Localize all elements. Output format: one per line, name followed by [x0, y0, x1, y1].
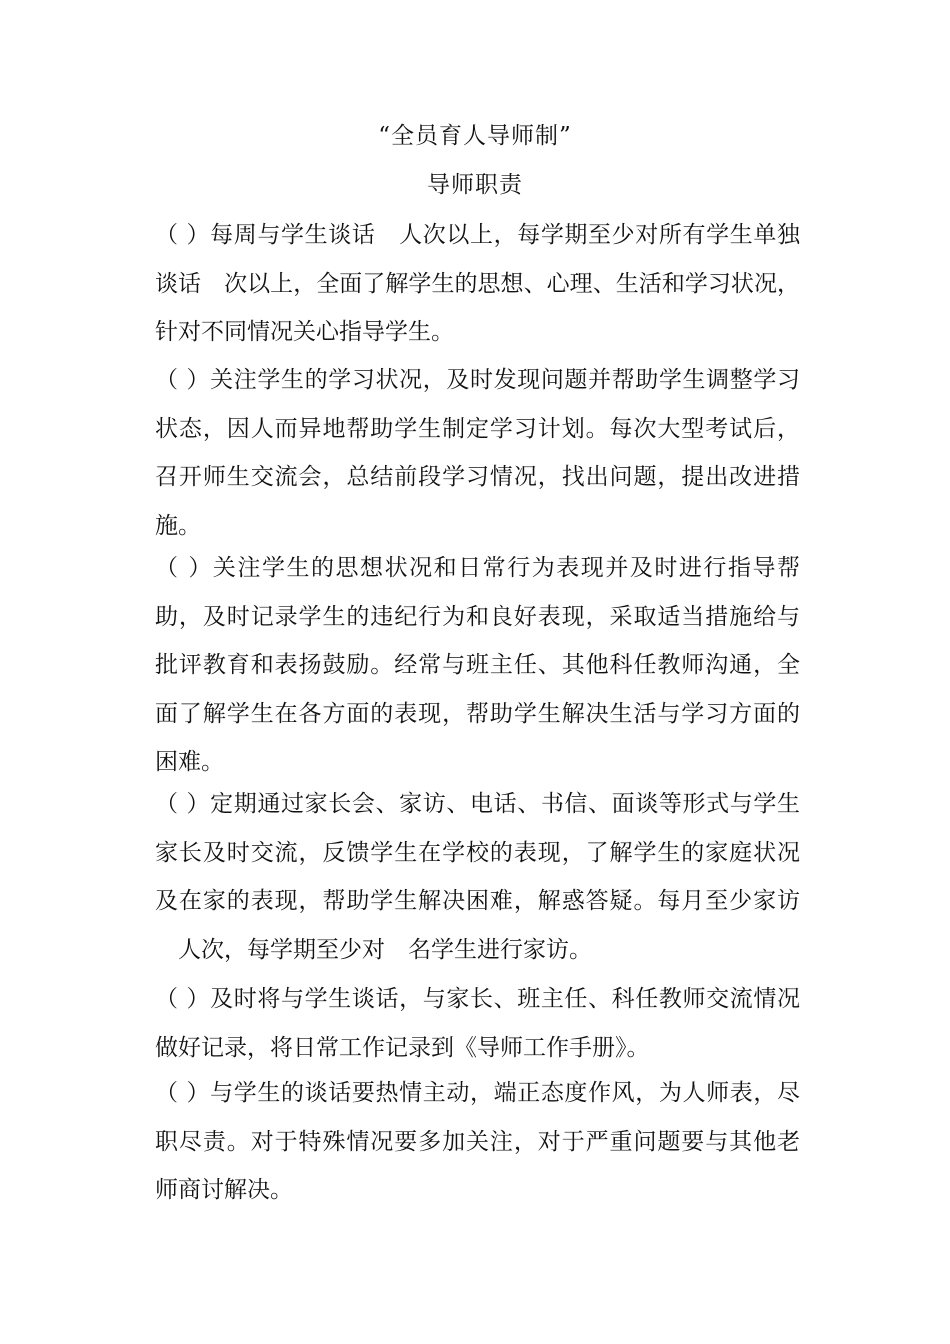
- paragraph-line: 家长及时交流，反馈学生在学校的表现，了解学生的家庭状况: [155, 839, 800, 866]
- paragraph-line: （ ）关注学生的学习状况，及时发现问题并帮助学生调整学习: [155, 367, 800, 393]
- paragraph-line: 状态，因人而异地帮助学生制定学习计划。每次大型考试后，: [155, 415, 800, 442]
- paragraph-3: [155, 544, 800, 787]
- paragraph-line: （ ）及时将与学生谈话，与家长、班主任、科任教师交流情况: [155, 986, 800, 1012]
- paragraph-line: （ ）关注学生的思想状况和日常行为表现并及时进行指导帮: [155, 555, 800, 581]
- paragraph-line: 召开师生交流会，总结前段学习情况，找出问题，提出改进措: [155, 464, 800, 490]
- paragraph-line: 及在家的表现，帮助学生解决困难，解惑答疑。每月至少家访: [155, 888, 800, 914]
- paragraph-2: [155, 356, 800, 550]
- document-subtitle: 导师职责: [427, 172, 523, 198]
- paragraph-line: 师商讨解决。: [155, 1177, 293, 1203]
- paragraph-4: [155, 780, 800, 974]
- paragraph-line: 人次，每学期至少对 名学生进行家访。: [155, 936, 592, 963]
- document-title: “全员育人导师制”: [378, 123, 572, 149]
- paragraph-line: 针对不同情况关心指导学生。: [155, 319, 454, 345]
- paragraph-line: （ ）与学生的谈话要热情主动，端正态度作风，为人师表，尽: [155, 1080, 800, 1106]
- paragraph-line: （ ）定期通过家长会、家访、电话、书信、面谈等形式与学生: [155, 791, 800, 817]
- paragraph-5: [155, 975, 800, 1072]
- paragraph-line: （ ）每周与学生谈话 人次以上，每学期至少对所有学生单独: [155, 222, 800, 248]
- paragraph-line: 困难。: [155, 749, 224, 775]
- paragraph-line: 批评教育和表扬鼓励。经常与班主任、其他科任教师沟通，全: [155, 652, 800, 678]
- paragraph-6: [155, 1069, 800, 1215]
- paragraph-line: 做好记录，将日常工作记录到《导师工作手册》。: [155, 1034, 650, 1061]
- paragraph-line: 助，及时记录学生的违纪行为和良好表现，采取适当措施给与: [155, 603, 800, 630]
- paragraph-line: 职尽责。对于特殊情况要多加关注，对于严重问题要与其他老: [155, 1128, 800, 1155]
- paragraph-line: 施。: [155, 512, 201, 539]
- paragraph-line: 谈话 次以上，全面了解学生的思想、心理、生活和学习状况，: [155, 270, 800, 297]
- paragraph-line: 面了解学生在各方面的表现，帮助学生解决生活与学习方面的: [155, 700, 800, 727]
- paragraph-1: [155, 211, 800, 357]
